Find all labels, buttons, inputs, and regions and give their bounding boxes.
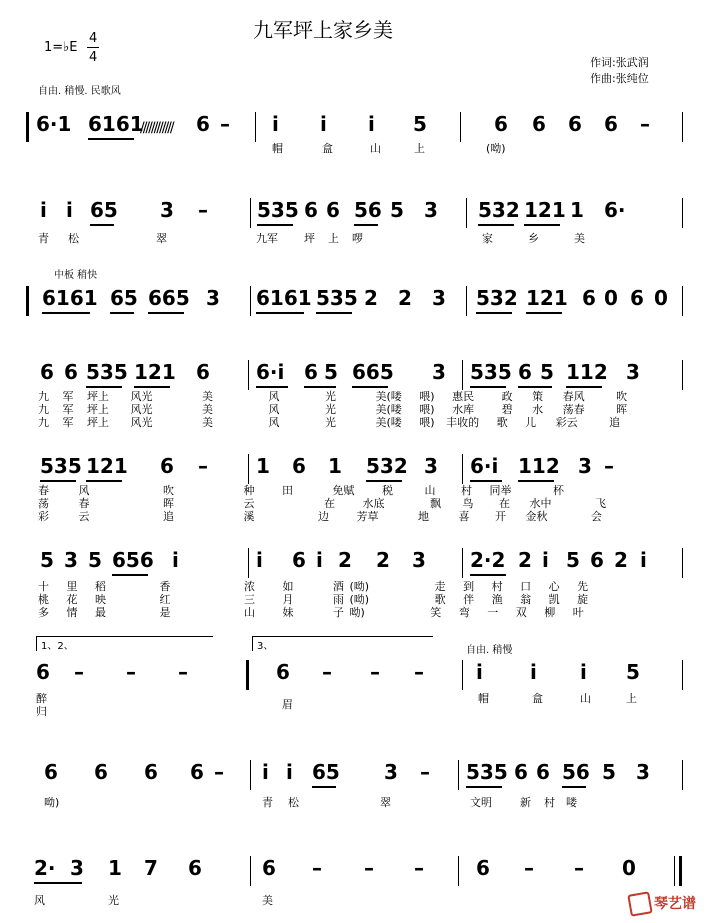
note: – [420, 760, 430, 784]
lyric: 美 [262, 894, 273, 907]
note: 3 [432, 360, 446, 384]
lyric: 渔 [491, 593, 503, 606]
lyric: 种 [243, 484, 255, 497]
lyric: 上 [414, 142, 425, 155]
lyric: 里 [66, 580, 78, 593]
note: 665 [352, 360, 394, 384]
lyric: 翠 [380, 796, 391, 809]
note: 532 [476, 286, 518, 310]
lyric: 松 [288, 796, 299, 809]
note: 6·i [256, 360, 285, 384]
note: i [272, 112, 279, 136]
note: 6 [604, 112, 618, 136]
note: i [530, 660, 537, 684]
lyric: 三 [244, 593, 255, 606]
lyric: 喜 [458, 510, 470, 523]
note: 112 [566, 360, 608, 384]
lyric: 如 [282, 580, 294, 593]
note: – [414, 856, 424, 880]
lyric: 芳草 [356, 510, 379, 523]
note: 535 [316, 286, 358, 310]
lyric: 追 [163, 510, 174, 523]
lyric: 口 [520, 580, 532, 593]
note: 1 [328, 454, 342, 478]
lyric: 醉 [36, 692, 47, 705]
lyric: 风 [268, 403, 280, 416]
lyric: 村 [491, 580, 503, 593]
lyric: 晖 [616, 403, 628, 416]
lyric: 弯 [458, 606, 470, 619]
tempo-marking: 自由. 稍慢 [466, 645, 513, 656]
lyric: 春 [78, 497, 90, 510]
note: i [256, 548, 263, 572]
lyric: (呦) [349, 593, 370, 606]
note: – [74, 660, 84, 684]
note: 3 [64, 548, 78, 572]
note: – [198, 198, 208, 222]
lyric: 一 [487, 606, 499, 619]
note: – [312, 856, 322, 880]
lyric: 帽 [478, 692, 489, 705]
lyric: 映 [95, 593, 106, 606]
note: 656 [112, 548, 154, 572]
lyric: 妹 [282, 606, 294, 619]
note: 6 [292, 454, 306, 478]
lyric: (呦) [349, 580, 370, 593]
composer: 作曲:张纯位 [590, 72, 649, 85]
note: 65 [90, 198, 118, 222]
note: i [476, 660, 483, 684]
lyric: 眉 [282, 698, 293, 711]
note: 6 [630, 286, 644, 310]
lyric: 荡 [38, 497, 49, 510]
note: 6 [532, 112, 546, 136]
lyric: 水 [532, 403, 544, 416]
lyric: 上 [626, 692, 637, 705]
lyric: 飞 [595, 497, 606, 510]
note: 3 [160, 198, 174, 222]
note: 6 [494, 112, 508, 136]
note: 535 [470, 360, 512, 384]
note: 5 [40, 548, 54, 572]
lyric: 青 [38, 232, 49, 245]
note: – [524, 856, 534, 880]
note: 6· [604, 198, 626, 222]
lyric: 坪上 [87, 390, 109, 403]
lyric: 金秋 [525, 510, 548, 523]
lyric: 免赋 [332, 484, 355, 497]
note: 6 [304, 198, 318, 222]
note: 121 [86, 454, 128, 478]
lyric: 多 [38, 606, 49, 619]
note: 665 [148, 286, 190, 310]
lyric: 田 [282, 484, 293, 497]
note: 6 [292, 548, 306, 572]
lyric: 在 [324, 497, 335, 510]
lyric: 美 [202, 403, 213, 416]
note: 6161 [88, 112, 144, 136]
note: 112 [518, 454, 560, 478]
lyric: 山 [424, 484, 436, 497]
lyric: 喂) [419, 416, 435, 429]
lyric: 柳 [544, 606, 556, 619]
note: 535 [257, 198, 299, 222]
note: 5 [540, 360, 554, 384]
lyric: 晖 [163, 497, 174, 510]
ending-label: 3、 [257, 641, 274, 652]
lyric: 翁 [520, 593, 532, 606]
lyric: 吹 [163, 484, 174, 497]
lyric: 家 [482, 232, 493, 245]
note: 6 [144, 760, 158, 784]
note: 65 [110, 286, 138, 310]
note: 6 [304, 360, 318, 384]
note: – [214, 760, 224, 784]
lyric: 叶 [572, 606, 584, 619]
note: 5 [88, 548, 102, 572]
note: 2· [34, 856, 56, 880]
note: i [368, 112, 375, 136]
tempo-marking: 中板 稍快 [54, 270, 98, 281]
lyric: 在 [499, 497, 510, 510]
lyric: 酒 [333, 580, 344, 593]
lyric: 美(喽 [375, 403, 402, 416]
note: – [220, 112, 230, 136]
note: 2 [376, 548, 390, 572]
note: 3 [626, 360, 640, 384]
note: – [574, 856, 584, 880]
lyric: 稻 [95, 580, 106, 593]
lyric: 松 [68, 232, 79, 245]
lyric: 水底 [362, 497, 385, 510]
lyric: 地 [418, 510, 429, 523]
lyric: 惠民 [452, 390, 475, 403]
note: – [640, 112, 650, 136]
lyric: 花 [66, 593, 78, 606]
lyric: 乡 [528, 232, 539, 245]
note: i [640, 548, 647, 572]
lyric: 上 [328, 232, 339, 245]
time-signature-bottom: 4 [89, 50, 98, 65]
lyric: 策 [532, 390, 544, 403]
note: 2 [398, 286, 412, 310]
lyric: 是 [159, 606, 171, 619]
lyric: 开 [495, 510, 506, 523]
note: 1 [256, 454, 270, 478]
note: 0 [622, 856, 636, 880]
note: 6 [40, 360, 54, 384]
lyric: 军 [62, 403, 74, 416]
lyric: (呦) [486, 142, 506, 155]
note: 3 [206, 286, 220, 310]
lyric: 丰收的 [446, 416, 480, 429]
lyric: 村 [461, 484, 472, 497]
note: 6161 [256, 286, 312, 310]
note: 3 [578, 454, 592, 478]
lyric: 美 [202, 390, 213, 403]
lyric: 山 [580, 692, 591, 705]
note: 6 [276, 660, 290, 684]
note: 3 [432, 286, 446, 310]
lyric: 歌 [496, 416, 508, 429]
note: 3 [424, 454, 438, 478]
note: 121 [134, 360, 176, 384]
lyric: 青 [262, 796, 273, 809]
lyric: 九 [38, 403, 49, 416]
note: 6 [94, 760, 108, 784]
note: 6 [36, 660, 50, 684]
lyric: 心 [548, 580, 560, 593]
lyric: 浓 [244, 580, 255, 593]
note: 65 [312, 760, 340, 784]
volta-ending-1 [36, 636, 213, 651]
lyric: 红 [159, 593, 171, 606]
lyric: 政 [501, 390, 513, 403]
lyric: 呦) [44, 796, 60, 809]
lyric: 子 [333, 606, 344, 619]
lyric: 先 [577, 580, 589, 593]
note: 6 [518, 360, 532, 384]
lyric: 风光 [130, 416, 153, 429]
note: 6·i [470, 454, 499, 478]
note: 56 [562, 760, 590, 784]
note: 2 [338, 548, 352, 572]
note: – [414, 660, 424, 684]
note: – [178, 660, 188, 684]
lyric: 到 [463, 580, 475, 593]
lyric: 美(喽 [375, 390, 402, 403]
lyric: 喽 [566, 796, 577, 809]
lyric: 水中 [529, 497, 552, 510]
note: 532 [478, 198, 520, 222]
lyric: 伴 [463, 593, 475, 606]
note: 6 [568, 112, 582, 136]
lyric: 光 [108, 894, 119, 907]
lyric: 双 [515, 606, 527, 619]
logo-text: 琴艺谱 [654, 896, 696, 912]
lyric: 军 [62, 390, 74, 403]
lyric: 啰 [352, 232, 363, 245]
lyric: 归 [36, 705, 47, 718]
note: 6 [160, 454, 174, 478]
lyric: 光 [325, 403, 336, 416]
note: 5 [413, 112, 427, 136]
lyric: 帽 [272, 142, 283, 155]
lyric: 盒 [532, 692, 543, 705]
logo-icon [627, 891, 652, 916]
note: 5 [390, 198, 404, 222]
lyric: 盒 [322, 142, 333, 155]
page-title: 九军坪上家乡美 [253, 18, 393, 42]
lyric: 吹 [616, 390, 628, 403]
note: 5 [626, 660, 640, 684]
lyric: 杯 [553, 484, 564, 497]
note: 6161 [42, 286, 98, 310]
note: 6 [44, 760, 58, 784]
lyric: 村 [544, 796, 555, 809]
key-signature: 1=♭E [44, 40, 78, 55]
note: 6 [590, 548, 604, 572]
lyric: 飘 [430, 497, 441, 510]
lyric: 九 [38, 416, 49, 429]
lyric: 风 [34, 894, 45, 907]
lyric: 会 [591, 510, 602, 523]
lyric: 月 [282, 593, 294, 606]
note: i [66, 198, 73, 222]
lyric: 走 [434, 580, 446, 593]
note: – [364, 856, 374, 880]
lyricist: 作词:张武润 [590, 56, 649, 69]
lyric: 十 [38, 580, 49, 593]
lyric: 文明 [470, 796, 492, 809]
lyric: 歌 [434, 593, 446, 606]
lyric: 山 [244, 606, 255, 619]
note: 2 [364, 286, 378, 310]
note: 3 [70, 856, 84, 880]
lyric: 美 [574, 232, 585, 245]
note: 121 [524, 198, 566, 222]
lyric: 云 [78, 510, 90, 523]
note: i [316, 548, 323, 572]
note: 535 [40, 454, 82, 478]
note: 1 [570, 198, 584, 222]
note: 5 [602, 760, 616, 784]
lyric: 溪 [243, 510, 255, 523]
lyric: 山 [370, 142, 381, 155]
lyric: 桃 [38, 593, 49, 606]
note: 6 [326, 198, 340, 222]
lyric: 税 [382, 484, 393, 497]
note: – [370, 660, 380, 684]
lyric: 云 [243, 497, 255, 510]
lyric: 风光 [130, 403, 153, 416]
note: i [40, 198, 47, 222]
note: 1 [108, 856, 122, 880]
lyric: 笑 [430, 606, 442, 619]
note: – [198, 454, 208, 478]
watermark-logo [629, 893, 696, 915]
note: 56 [354, 198, 382, 222]
lyric: 喂) [419, 403, 435, 416]
lyric: 坪 [304, 232, 315, 245]
note: 535 [466, 760, 508, 784]
lyric: 美 [202, 416, 213, 429]
note: 535 [86, 360, 128, 384]
lyric: 鸟 [462, 497, 474, 510]
lyric: 新 [520, 796, 531, 809]
tempo-marking: 自由. 稍慢. 民歌风 [38, 86, 121, 97]
note: 3 [412, 548, 426, 572]
lyric: 九军 [256, 232, 278, 245]
lyric: 凯 [548, 593, 560, 606]
note: – [126, 660, 136, 684]
note: i [542, 548, 549, 572]
lyric: 喂) [419, 390, 435, 403]
note: 6 [188, 856, 202, 880]
lyric: 边 [318, 510, 329, 523]
lyric: 春风 [562, 390, 585, 403]
note: 6 [262, 856, 276, 880]
note: 3 [384, 760, 398, 784]
volta-ending-2 [252, 636, 433, 651]
lyric: 同举 [489, 484, 512, 497]
note: 6 [64, 360, 78, 384]
note: i [320, 112, 327, 136]
lyric: 军 [62, 416, 74, 429]
note: 2 [614, 548, 628, 572]
lyric: 光 [325, 416, 336, 429]
ending-label: 1、2、 [41, 641, 74, 652]
lyric: 美(喽 [375, 416, 402, 429]
lyric: 春 [38, 484, 49, 497]
note: i [262, 760, 269, 784]
lyric: 呦) [349, 606, 365, 619]
lyric: 光 [325, 390, 336, 403]
lyric: 碧 [501, 403, 513, 416]
lyric: 情 [66, 606, 78, 619]
note: i [172, 548, 179, 572]
time-signature-top: 4 [89, 31, 98, 46]
note: i [580, 660, 587, 684]
note: 2·2 [470, 548, 506, 572]
lyric: 坪上 [87, 416, 109, 429]
note: 121 [526, 286, 568, 310]
lyric: 水库 [452, 403, 475, 416]
note: 6 [196, 112, 210, 136]
lyric: 儿 [525, 416, 537, 429]
lyric: 雨 [333, 593, 344, 606]
lyric: 彩 [38, 510, 49, 523]
lyric: 荡春 [562, 403, 585, 416]
note: 6 [196, 360, 210, 384]
note: i [286, 760, 293, 784]
lyric: 旋 [577, 593, 589, 606]
lyric: 坪上 [87, 403, 109, 416]
lyric: 翠 [156, 232, 167, 245]
note: 6·1 [36, 112, 72, 136]
lyric: 风 [268, 416, 280, 429]
lyric: 风光 [130, 390, 153, 403]
note: 5 [566, 548, 580, 572]
lyric: 风 [78, 484, 90, 497]
note: 6 [582, 286, 596, 310]
note: 5 [324, 360, 338, 384]
note: 6 [514, 760, 528, 784]
note: 2 [518, 548, 532, 572]
note: 0 [654, 286, 668, 310]
note: 3 [636, 760, 650, 784]
note: 6 [476, 856, 490, 880]
note: 3 [424, 198, 438, 222]
lyric: 香 [159, 580, 171, 593]
note: 0 [604, 286, 618, 310]
lyric: 风 [268, 390, 280, 403]
note: – [322, 660, 332, 684]
lyric: 最 [95, 606, 106, 619]
note: 7 [144, 856, 158, 880]
note: 6 [536, 760, 550, 784]
lyric: 九 [38, 390, 49, 403]
lyric: 追 [609, 416, 621, 429]
lyric: 彩云 [555, 416, 578, 429]
note: 6 [190, 760, 204, 784]
note: – [604, 454, 614, 478]
note: 532 [366, 454, 408, 478]
